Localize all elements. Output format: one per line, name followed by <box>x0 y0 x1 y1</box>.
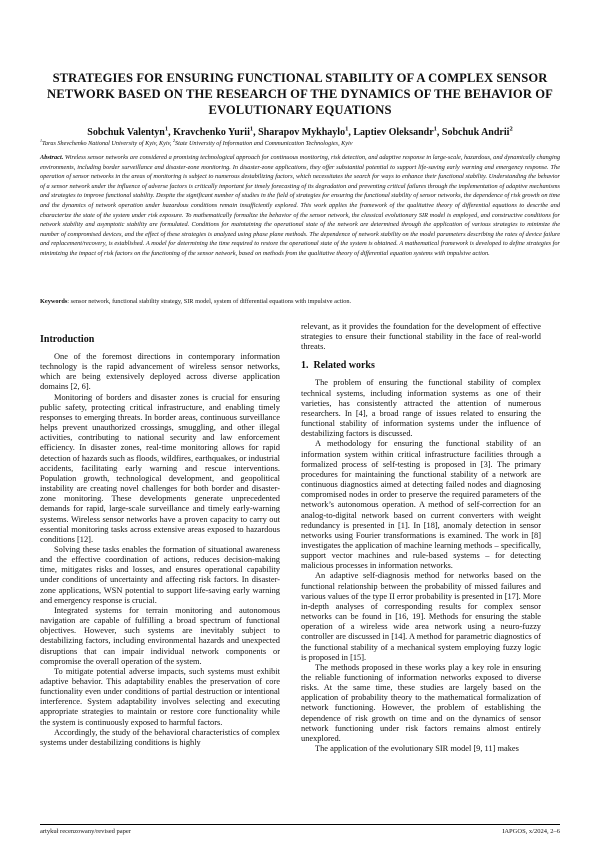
intro-paragraph: One of the foremost directions in contemporary information technology is the rapid advancement of wireless sensor networks, which are being extensively deployed across diverse application domains [2, 6]. <box>40 352 280 392</box>
abstract-text: Wireless sensor networks are considered a promising technological approach for continuous monitoring, risk detection, and adaptive response in large-scale, hazardous, and dynamically changing environments, including border surveillance and disaster-zone monitoring. In disaster-zone applications, they offer substantial potential to support life-saving early warning and emergency response. The operation of sensor networks in the areas of monitoring is subject to numerous destabilizing factors, which necessitates the search for ways to enhance their functional stability. Understanding the behavior of a sensor network under the influence of adverse factors is critically important for timely forecasting of its degradation and preventing critical failures through the implementation of adaptive mechanisms and strategies to improve functional stability. Despite the significant number of studies in the field of strategies for ensuring the functional stability of sensor networks, the dependence of risk growth on time and the dynamics of network operation under hazardous conditions remain insufficiently explored. This work applies the framework of the qualitative theory of differential equations to describe and characterize the state of the system under risk exposure. To mathematically formalize the behavior of the sensor network, the classical evolutionary SIR model is employed, and constructive conditions for network stability and asymptotic stability are formulated. Conditions for maintaining the operational state of the network are determined through the application of various strategies to minimize the number of compromised devices, and the effect of these strategies is analyzed using phase plane methods. The dependence of network stability on the model parameters describing the rates of device failure and replacement/recovery, is established. A model for determining the time required to restore the operational state of the system is obtained. A mathematical framework is developed to define strategies for minimizing the impact of risk factors on the functioning of the sensor network, based on methods from the qualitative theory of differential equation systems with impulsive action. <box>40 154 560 257</box>
footer-right: IAPGOS, x/2024, 2–6 <box>502 828 560 835</box>
author-affiliation-mark: 2 <box>509 125 513 133</box>
affiliations <box>40 137 560 148</box>
author-affiliation-mark: 1 <box>164 125 169 133</box>
author-name: Laptiev Oleksandr <box>353 127 434 138</box>
footer-divider <box>40 824 560 825</box>
related-paragraph: The problem of ensuring the functional stability of complex technical systems, including information systems as one of their varieties, has consistently attracted the attention of numerous researchers. In [4], a broad range of issues related to ensuring the functional stability of information systems under the influence of destabilizing factors is discussed. <box>301 378 541 439</box>
author-separator: , <box>436 127 442 138</box>
author-separator: , <box>168 127 174 138</box>
intro-paragraph: To mitigate potential adverse impacts, such systems must exhibit adaptive behavior. This adaptability enables the preservation of core functionality even under conditions of partial destruction or intentional interference. System adaptability involves selecting and executing appropriate strategies to maintain or restore core functionality while the system is continuously exposed to harmful factors. <box>40 666 280 727</box>
affiliation-mark-2: 2 <box>173 137 176 143</box>
intro-continuation: relevant, as it provides the foundation for the development of effective strategies to ensure their functional stability in the face of real-world threats. <box>301 322 541 352</box>
right-column <box>301 322 541 754</box>
author-name: Kravchenko Yurii <box>173 127 250 138</box>
affiliation-1: Taras Shevchenko National University of Kyiv, Kyiv, <box>42 140 174 147</box>
author-list <box>30 127 570 139</box>
author-affiliation-mark: 1 <box>249 125 254 133</box>
author-name: Sobchuk Andrii <box>441 127 510 138</box>
abstract <box>40 153 560 259</box>
affiliation-mark-1: 1 <box>40 137 43 143</box>
author-separator: , <box>253 127 259 138</box>
section-heading-introduction: Introduction <box>40 334 95 345</box>
related-paragraph: An adaptive self-diagnosis method for networks based on the functional relationship between the probability of missed failures and various values of the type II error probability is presented in [17]. More in-depth analyses of corresponding results for complex sensor networks can be found in [16, 19]. Methods for ensuring the stable operation of a wireless wide area network using a neuro-fuzzy controller are discussed in [14]. A method for parametric diagnostics of the functional stability of a mechanical system employing fuzzy logic is proposed in [15]. <box>301 571 541 662</box>
author-separator: , <box>348 127 354 138</box>
author-affiliation-mark: 1 <box>345 125 349 133</box>
intro-paragraph: Monitoring of borders and disaster zones is crucial for ensuring public safety, protecting critical infrastructure, and enabling timely responses to emerging threats. In border areas, continuous surveillance helps prevent unauthorized crossings, smuggling, and other illegal activities, contributing to national security and law enforcement efficiency. In disaster zones, real-time monitoring allows for rapid detection of hazards such as floods, wildfires, earthquakes, or industrial accidents, facilitating early warning and rescue interventions. Population growth, technological development, and geopolitical instability are creating novel challenges for both border and disaster-zone monitoring. These developments generate unprecedented demands for rapid, large-scale surveillance and timely early-warning systems. Wireless sensor networks have a proven capacity to carry out essential monitoring tasks across extensive areas exposed to hazardous conditions [12]. <box>40 392 281 544</box>
paper-title: STRATEGIES FOR ENSURING FUNCTIONAL STABILITY OF A COMPLEX SENSOR NETWORK BASED ON THE RESEARCH OF THE DYNAMICS OF THE BEHAVIOR OF EVOLUTIONARY EQUATIONS <box>47 71 553 117</box>
keywords <box>40 297 560 306</box>
section-title: Related works <box>313 360 375 372</box>
intro-paragraph: Solving these tasks enables the formation of situational awareness and the effective coordination of actions, reduces decision-making time, mitigates risks and losses, and ensures operational capability under conditions of uncertainty and affecting risk factors. In disaster-zone applications, WSN potential to support life-saving early warning and emergency response is crucial. <box>40 544 280 605</box>
intro-paragraph: Integrated systems for terrain monitoring and autonomous navigation are capable of fulfilling a broad spectrum of functional objectives. However, such systems are inevitably subject to destabilizing factors, including environmental hazards and unexpected disruptions that can impair individual network components or compromise the overall operation of the system. <box>40 605 280 666</box>
abstract-label: Abstract. <box>40 154 64 161</box>
author-name: Sharapov Mykhaylo <box>258 127 346 138</box>
section-number: 1. <box>301 360 309 372</box>
related-paragraph: The application of the evolutionary SIR model [9, 11] makes <box>315 744 519 754</box>
related-paragraph: A methodology for ensuring the functional stability of an information system within critical infrastructure facilities through a formalized process of self-testing is proposed in [3]. The primary procedures for maintaining the functional stability of a network are continuous diagnostics aimed at detecting failed nodes and diagnosing compromised nodes in order to preserve the required parameters of the network’s autonomous operation. A method of self-correction for an analog-to-digital network based on current converters with weight redundancy is presented in [1]. In [18], anomaly detection in sensor networks using Fourier transformations is examined. The work in [8] investigates the application of machine learning methods – specifically, support vector machines and rule-based systems – for detecting malicious processes in information networks. <box>301 439 541 571</box>
left-column <box>40 322 280 748</box>
section-heading-related-works <box>301 360 541 372</box>
author-affiliation-mark: 1 <box>433 125 437 133</box>
keywords-label: Keywords <box>40 298 68 305</box>
footer-left: artykuł recenzowany/revised paper <box>40 828 131 835</box>
intro-paragraph: Accordingly, the study of the behavioral characteristics of complex systems under destabilizing conditions is highly <box>40 727 280 747</box>
author-name: Sobchuk Valentyn <box>87 127 165 138</box>
affiliation-2: State University of Information and Communication Technologies, Kyiv <box>175 140 353 147</box>
keywords-text: : sensor network, functional stability strategy, SIR model, system of differential equations with impulsive action. <box>67 298 352 305</box>
related-paragraph: The methods proposed in these works play a key role in ensuring the reliable functioning of information networks exposed to diverse risks. At the same time, these studies are largely based on the application of probability theory to the mathematical formalization of network functioning. However, the problem of establishing the dependence of risk growth on time and on the dynamics of sensor network functioning under risk factors remains almost entirely unexplored. <box>301 662 541 743</box>
